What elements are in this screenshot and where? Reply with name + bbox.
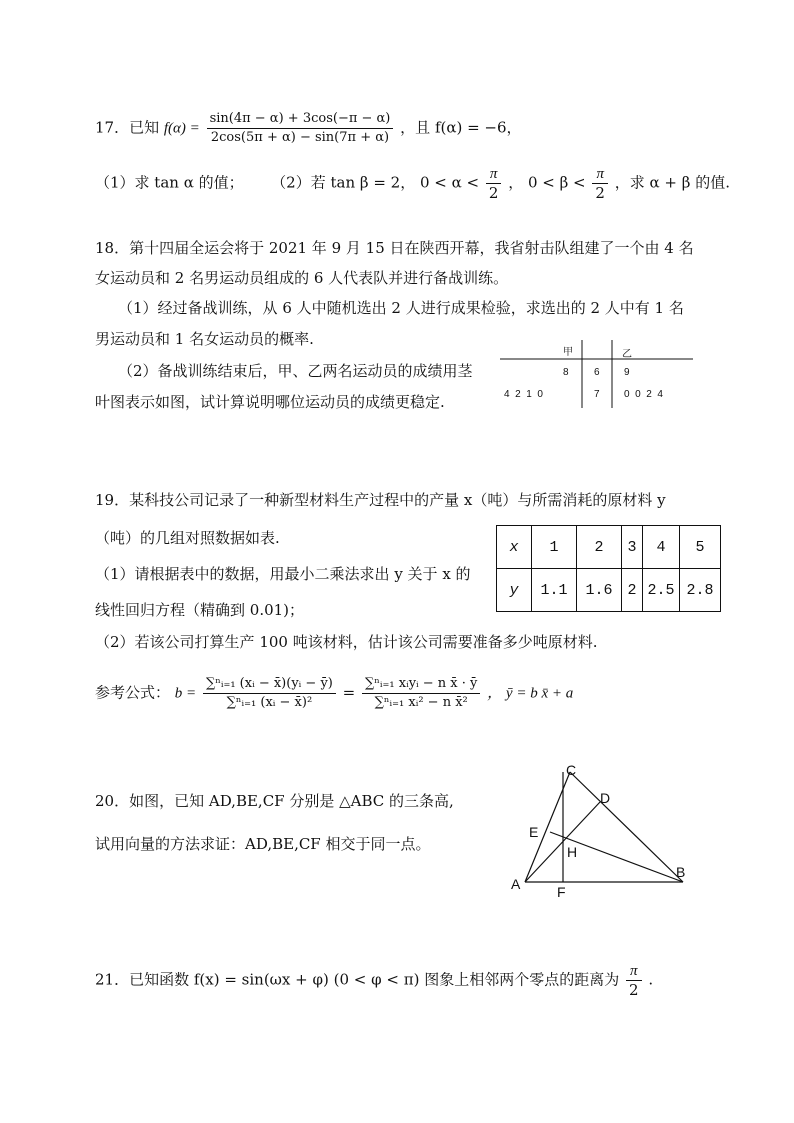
q17-condition: ，且 f(α) = −6， bbox=[400, 118, 522, 137]
q20-line2: 试用向量的方法求证：AD,BE,CF 相交于同一点。 bbox=[95, 835, 431, 853]
q19-ref-label: 参考公式： bbox=[95, 683, 171, 702]
table-cell: y bbox=[497, 569, 532, 612]
q20-line1: 20．如图，已知 AD,BE,CF 分别是 △ABC 的三条高, bbox=[95, 792, 454, 810]
q19-line5: （2）若该公司打算生产 100 吨该材料，估计该公司需要准备多少吨原材料. bbox=[95, 633, 598, 651]
q19-line2: （吨）的几组对照数据如表. bbox=[95, 529, 280, 547]
q19-line1: 19．某科技公司记录了一种新型材料生产过程中的产量 x（吨）与所需消耗的原材料 y bbox=[95, 491, 666, 509]
q17-part2-c: ，求 α + β 的值. bbox=[614, 173, 730, 192]
table-cell: 2 bbox=[622, 569, 643, 612]
q21-pi-over-2: $\frac{\pi}{2}$ bbox=[626, 962, 642, 999]
stem-leaf-plot bbox=[500, 340, 695, 410]
label-c: C bbox=[566, 762, 577, 778]
q19-line4: 线性回归方程（精确到 0.01)； bbox=[95, 601, 305, 619]
table-row-y bbox=[497, 569, 721, 612]
q19-fraction-1: $\frac{\text{∑ⁿᵢ₌₁ (xᵢ − x̄)(yᵢ − ȳ)}}{\text{∑ⁿᵢ₌₁ (xᵢ − x̄)²}}$ bbox=[203, 675, 336, 712]
table-cell: 2.5 bbox=[643, 569, 680, 612]
label-a: A bbox=[511, 876, 521, 892]
table-cell: x bbox=[497, 526, 532, 569]
table-cell: 5 bbox=[680, 526, 721, 569]
q21-prefix: 21．已知函数 f(x) = sin(ωx + φ) (0 < φ < π) 图象上相邻两个零点的距离为 bbox=[95, 970, 620, 989]
q19-formula-tail: ， ȳ = b x̄ + a bbox=[487, 685, 574, 702]
q19-formula: 参考公式： b = $\frac{\text{∑ⁿᵢ₌₁ (xᵢ − x̄)(yᵢ − ȳ)}}{\text{∑ⁿᵢ₌₁ (xᵢ − x̄)²}}$ = $\frac{\text{∑ⁿᵢ₌₁ xᵢyᵢ − n x̄ · ȳ}}{\text{∑ⁿᵢ₌₁ xᵢ² − n x̄²}}$ ， ȳ = b x̄ + a bbox=[95, 676, 574, 710]
label-d: D bbox=[600, 790, 611, 806]
triangle-diagram bbox=[505, 760, 705, 900]
q17-line2 bbox=[95, 165, 730, 202]
label-h: H bbox=[567, 844, 578, 860]
table-row-x bbox=[497, 526, 721, 569]
q17-f-alpha: f(α) = bbox=[163, 120, 200, 137]
q19-line3: （1）请根据表中的数据，用最小二乘法求出 y 关于 x 的 bbox=[95, 565, 471, 583]
table-cell: 3 bbox=[622, 526, 643, 569]
table-cell: 4 bbox=[643, 526, 680, 569]
q17-numerator: sin(4π − α) + 3cos(−π − α) bbox=[207, 110, 394, 129]
table-cell: 1 bbox=[532, 526, 577, 569]
stem-leaf-row1-stem: 6 bbox=[594, 367, 600, 378]
stem-leaf-row1-left: 8 bbox=[563, 367, 569, 378]
q19-fraction-2: $\frac{\text{∑ⁿᵢ₌₁ xᵢyᵢ − n x̄ · ȳ}}{\text{∑ⁿᵢ₌₁ xᵢ² − n x̄²}}$ bbox=[362, 675, 480, 712]
q17-denominator: 2cos(5π + α) − sin(7π + α) bbox=[210, 130, 390, 145]
q17-fraction bbox=[207, 110, 394, 147]
q17-prefix: 17．已知 bbox=[95, 118, 160, 137]
q18-line3: （1）经过备战训练，从 6 人中随机选出 2 人进行成果检验，求选出的 2 人中有 1 名 bbox=[118, 299, 684, 317]
table-cell: 1.1 bbox=[532, 569, 577, 612]
q17-part1: （1）求 tan α 的值； bbox=[95, 173, 244, 192]
stem-leaf-left-header: 甲 bbox=[563, 347, 573, 358]
label-e: E bbox=[529, 824, 539, 840]
q18-line2: 女运动员和 2 名男运动员组成的 6 人代表队并进行备战训练。 bbox=[95, 269, 509, 287]
stem-leaf-row2-stem: 7 bbox=[594, 389, 600, 400]
q21-line1: 21．已知函数 f(x) = sin(ωx + φ) (0 < φ < π) 图象上相邻两个零点的距离为 $\frac{\pi}{2}$ . bbox=[95, 963, 654, 999]
q19-formula-b: b = bbox=[174, 685, 197, 702]
label-f: F bbox=[557, 884, 566, 900]
q19-data-table bbox=[496, 525, 721, 612]
label-b: B bbox=[676, 864, 686, 880]
table-cell: 2.8 bbox=[680, 569, 721, 612]
q18-line4: 男运动员和 1 名女运动员的概率. bbox=[95, 330, 314, 348]
table-cell: 2 bbox=[577, 526, 622, 569]
q18-line6: 叶图表示如图，试计算说明哪位运动员的成绩更稳定. bbox=[95, 393, 445, 411]
stem-leaf-row1-right: 9 bbox=[624, 367, 630, 378]
q17-pi-over-2-b: $\frac{\pi}{2}$ bbox=[592, 165, 608, 202]
stem-leaf-right-header: 乙 bbox=[622, 349, 632, 360]
q17-line1 bbox=[95, 110, 522, 147]
q17-part2-a: （2）若 tan β = 2， 0 < α < bbox=[271, 173, 480, 192]
table-cell: 1.6 bbox=[577, 569, 622, 612]
q17-pi-over-2-a: $\frac{\pi}{2}$ bbox=[486, 165, 502, 202]
q18-line1: 18．第十四届全运会将于 2021 年 9 月 15 日在陕西开幕，我省射击队组建了一个由 4 名 bbox=[95, 239, 694, 257]
stem-leaf-row2-left: 4 2 1 0 bbox=[504, 389, 543, 400]
q18-line5: （2）备战训练结束后，甲、乙两名运动员的成绩用茎 bbox=[118, 362, 473, 380]
stem-leaf-row2-right: 0 0 2 4 bbox=[624, 389, 663, 400]
q17-part2-b: ， 0 < β < bbox=[508, 173, 586, 192]
